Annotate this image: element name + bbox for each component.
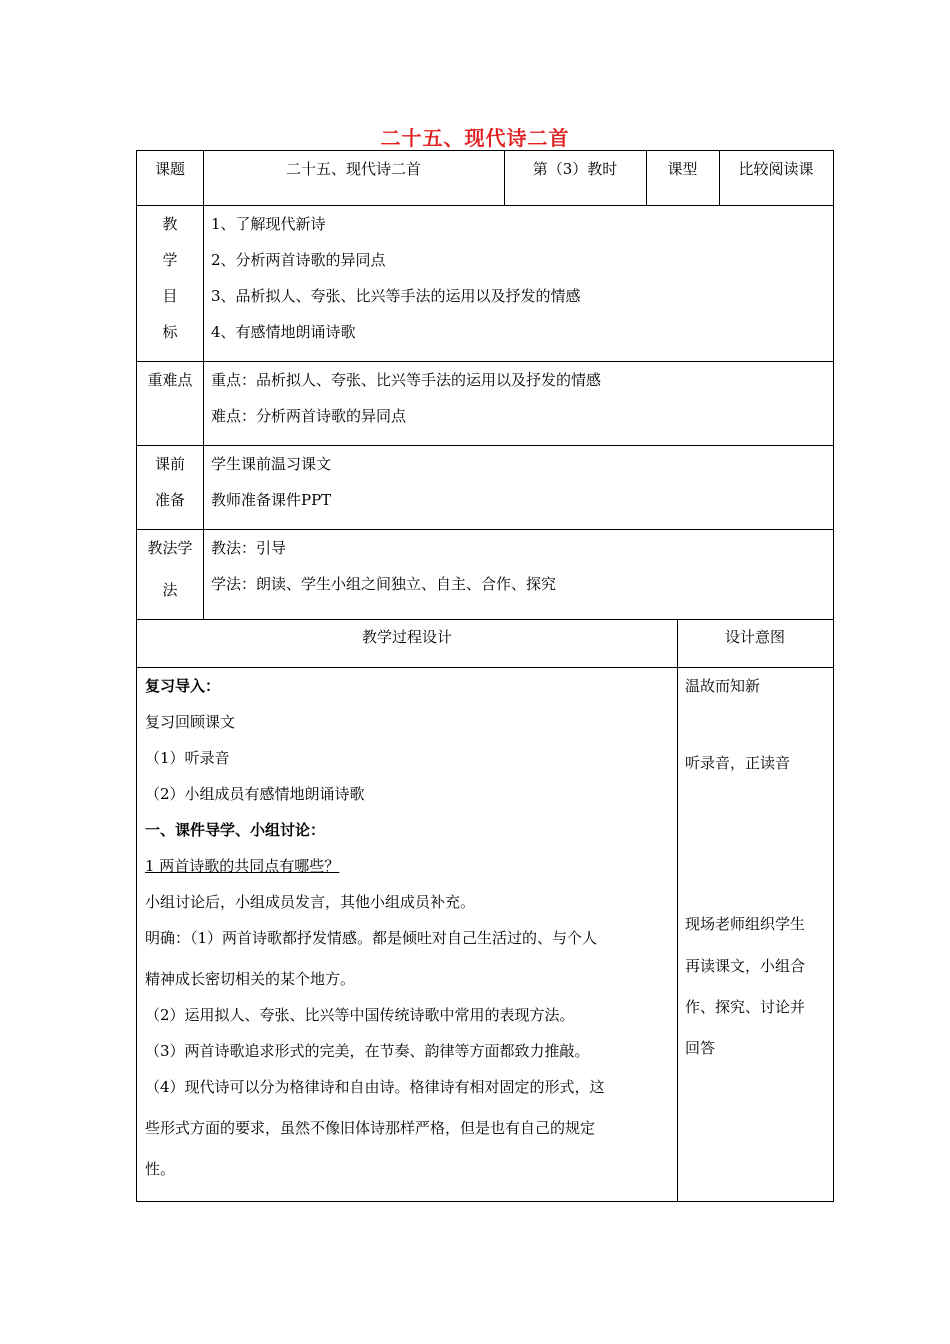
row-divider [137, 445, 833, 446]
process-column-header: 教学过程设计 [361, 628, 452, 646]
process-line: 小组讨论后，小组成员发言，其他小组成员补充。 [145, 893, 476, 911]
objective-item: 3、品析拟人、夸张、比兴等手法的运用以及抒发的情感 [211, 287, 581, 305]
method-item: 教法：引导 [211, 539, 287, 557]
row-divider [137, 619, 833, 620]
intent-note: 温故而知新 [685, 677, 761, 695]
section-heading: 一、课件导学、小组讨论： [145, 821, 326, 839]
process-line: 性。 [145, 1160, 176, 1178]
key-point-item: 难点：分析两首诗歌的异同点 [211, 407, 407, 425]
process-line: （1）听录音 [145, 749, 230, 767]
objective-item: 1、了解现代新诗 [211, 215, 326, 233]
preparation-item: 学生课前温习课文 [211, 455, 332, 473]
lesson-plan-table [136, 150, 834, 1202]
key-points-label: 重难点 [147, 371, 193, 389]
process-line: （3）两首诗歌追求形式的完美，在节奏、韵律等方面都致力推敲。 [145, 1042, 590, 1060]
preparation-label: 课前 [154, 455, 185, 473]
process-line: （2）运用拟人、夸张、比兴等中国传统诗歌中常用的表现方法。 [145, 1006, 575, 1024]
type-value: 比较阅读课 [738, 160, 814, 178]
process-line: 明确：（1）两首诗歌都抒发情感。都是倾吐对自己生活过的、与个人 [145, 929, 598, 947]
col-divider [677, 619, 678, 1202]
row-divider [137, 361, 833, 362]
preparation-item: 教师准备课件PPT [211, 491, 332, 509]
process-line: （2）小组成员有感情地朗诵诗歌 [145, 785, 365, 803]
objective-item: 4、有感情地朗诵诗歌 [211, 323, 356, 341]
objectives-label-char: 学 [162, 251, 178, 269]
intent-note: 再读课文，小组合 [685, 957, 806, 975]
intent-note: 作、探究、讨论并 [685, 998, 806, 1016]
intent-note: 现场老师组织学生 [685, 915, 806, 933]
col-divider [203, 151, 204, 619]
section-heading: 复习导入： [145, 677, 221, 695]
row-divider [137, 529, 833, 530]
page-title: 二十五、现代诗二首 [380, 126, 570, 150]
type-label: 课型 [667, 160, 698, 178]
period-value: 第（3）教时 [532, 160, 618, 178]
question-heading: 1 两首诗歌的共同点有哪些？ [145, 857, 340, 875]
method-item: 学法：朗读、学生小组之间独立、自主、合作、探究 [211, 575, 557, 593]
row-divider [137, 205, 833, 206]
topic-label: 课题 [154, 160, 185, 178]
preparation-label: 准备 [154, 491, 185, 509]
process-line: 复习回顾课文 [145, 713, 236, 731]
intent-column-header: 设计意图 [724, 628, 785, 646]
objectives-label-char: 标 [162, 323, 178, 341]
topic-value: 二十五、现代诗二首 [285, 160, 421, 178]
intent-note: 回答 [685, 1039, 716, 1057]
process-line: （4）现代诗可以分为格律诗和自由诗。格律诗有相对固定的形式，这 [145, 1078, 605, 1096]
process-line: 些形式方面的要求，虽然不像旧体诗那样严格，但是也有自己的规定 [145, 1119, 596, 1137]
methods-label: 教法学 [147, 539, 193, 557]
methods-label: 法 [162, 581, 178, 599]
key-point-item: 重点：品析拟人、夸张、比兴等手法的运用以及抒发的情感 [211, 371, 602, 389]
row-divider [137, 667, 833, 668]
objective-item: 2、分析两首诗歌的异同点 [211, 251, 386, 269]
process-line: 精神成长密切相关的某个地方。 [145, 970, 356, 988]
objectives-label-char: 目 [162, 287, 178, 305]
objectives-label-char: 教 [162, 215, 178, 233]
intent-note: 听录音，正读音 [685, 754, 791, 772]
